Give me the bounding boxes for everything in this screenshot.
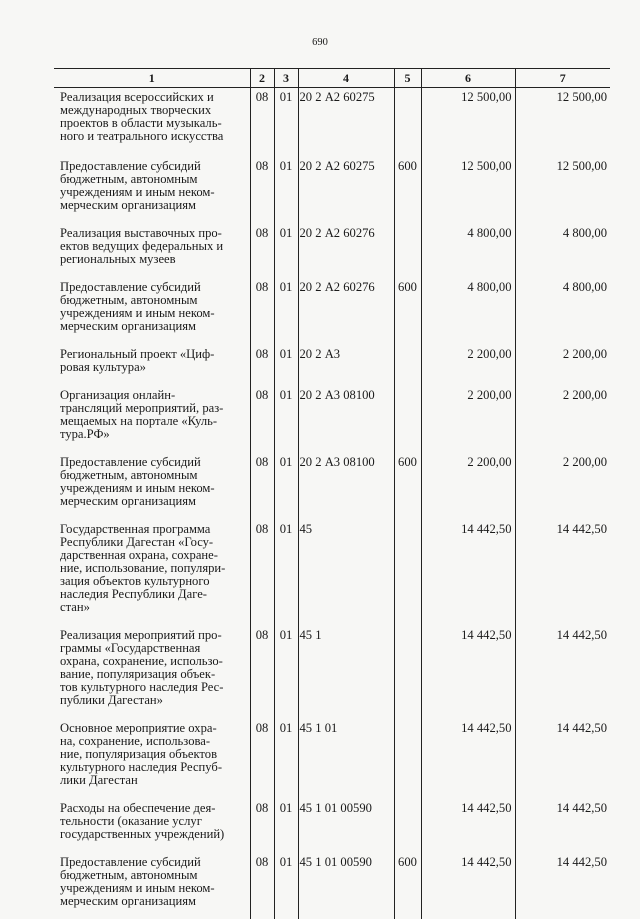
amount-year-1: 12 500,00 <box>421 88 515 158</box>
description-line: Предоставление субсидий <box>60 281 248 294</box>
table-row <box>54 88 610 158</box>
column-header-7: 7 <box>515 69 610 88</box>
section-code: 08 <box>250 157 274 224</box>
subsection-code: 01 <box>274 88 298 158</box>
subsection-code: 01 <box>274 157 298 224</box>
amount-year-2: 12 500,00 <box>515 157 610 224</box>
table-row <box>54 345 610 386</box>
target-article-code: 45 1 01 <box>298 719 394 799</box>
description-line: мерческим организациям <box>60 320 248 333</box>
section-code: 08 <box>250 853 274 908</box>
section-code: 08 <box>250 88 274 158</box>
amount-year-2: 2 200,00 <box>515 386 610 453</box>
amount-year-1: 4 800,00 <box>421 224 515 278</box>
description-line: тов культурного наследия Рес- <box>60 681 248 694</box>
subsection-code: 01 <box>274 345 298 386</box>
row-description <box>54 88 250 158</box>
section-code: 08 <box>250 626 274 719</box>
table-row <box>54 453 610 520</box>
table-row <box>54 278 610 345</box>
description-line: ровая культура» <box>60 361 248 374</box>
amount-year-2: 12 500,00 <box>515 88 610 158</box>
section-code: 08 <box>250 453 274 520</box>
expense-type-code: 600 <box>394 453 421 520</box>
target-article-code: 20 2 А2 60275 <box>298 157 394 224</box>
amount-year-1: 14 442,50 <box>421 853 515 908</box>
description-line: бюджетным, автономным <box>60 469 248 482</box>
section-code: 08 <box>250 278 274 345</box>
filler-cell <box>54 908 250 919</box>
column-header-1: 1 <box>54 69 250 88</box>
description-line: Реализация всероссийских и <box>60 91 248 104</box>
table-row <box>54 386 610 453</box>
description-line: Основное мероприятие охра- <box>60 722 248 735</box>
description-line: ного и театрального искусства <box>60 130 248 143</box>
expense-type-code: 600 <box>394 853 421 908</box>
subsection-code: 01 <box>274 224 298 278</box>
budget-table <box>54 68 610 919</box>
description-line: на, сохранение, использова- <box>60 735 248 748</box>
amount-year-2: 14 442,50 <box>515 719 610 799</box>
table-row <box>54 157 610 224</box>
amount-year-1: 2 200,00 <box>421 345 515 386</box>
description-line: мерческим организациям <box>60 199 248 212</box>
amount-year-2: 2 200,00 <box>515 345 610 386</box>
amount-year-1: 14 442,50 <box>421 799 515 853</box>
table-filler-row <box>54 908 610 919</box>
description-line: зация объектов культурного <box>60 575 248 588</box>
description-line: наследия Республики Даге- <box>60 588 248 601</box>
subsection-code: 01 <box>274 719 298 799</box>
row-description <box>54 799 250 853</box>
description-line: учреждениям и иным неком- <box>60 882 248 895</box>
amount-year-1: 14 442,50 <box>421 626 515 719</box>
description-line: Реализация мероприятий про- <box>60 629 248 642</box>
expense-type-code <box>394 224 421 278</box>
section-code: 08 <box>250 719 274 799</box>
row-description <box>54 386 250 453</box>
target-article-code: 20 2 А2 60276 <box>298 224 394 278</box>
description-line: граммы «Государственная <box>60 642 248 655</box>
subsection-code: 01 <box>274 853 298 908</box>
table-header-row <box>54 69 610 88</box>
section-code: 08 <box>250 345 274 386</box>
description-line: учреждениям и иным неком- <box>60 307 248 320</box>
subsection-code: 01 <box>274 799 298 853</box>
row-description <box>54 157 250 224</box>
target-article-code: 20 2 А3 08100 <box>298 453 394 520</box>
description-line: мерческим организациям <box>60 895 248 908</box>
section-code: 08 <box>250 224 274 278</box>
description-line: мерческим организациям <box>60 495 248 508</box>
row-description <box>54 520 250 626</box>
description-line: лики Дагестан <box>60 774 248 787</box>
description-line: Предоставление субсидий <box>60 856 248 869</box>
filler-cell <box>298 908 394 919</box>
amount-year-2: 14 442,50 <box>515 853 610 908</box>
subsection-code: 01 <box>274 386 298 453</box>
amount-year-2: 2 200,00 <box>515 453 610 520</box>
table-row <box>54 520 610 626</box>
column-header-3: 3 <box>274 69 298 88</box>
section-code: 08 <box>250 386 274 453</box>
column-header-2: 2 <box>250 69 274 88</box>
expense-type-code <box>394 520 421 626</box>
description-line: тельности (оказание услуг <box>60 815 248 828</box>
column-header-5: 5 <box>394 69 421 88</box>
expense-type-code <box>394 345 421 386</box>
section-code: 08 <box>250 520 274 626</box>
description-line: вание, популяризация объек- <box>60 668 248 681</box>
description-line: проектов в области музыкаль- <box>60 117 248 130</box>
description-line: ние, популяризация объектов <box>60 748 248 761</box>
row-description <box>54 278 250 345</box>
description-line: стан» <box>60 601 248 614</box>
subsection-code: 01 <box>274 453 298 520</box>
table-row <box>54 719 610 799</box>
description-line: бюджетным, автономным <box>60 294 248 307</box>
description-line: охрана, сохранение, использо- <box>60 655 248 668</box>
target-article-code: 45 <box>298 520 394 626</box>
description-line: дарственная охрана, сохране- <box>60 549 248 562</box>
amount-year-1: 14 442,50 <box>421 520 515 626</box>
description-line: Расходы на обеспечение дея- <box>60 802 248 815</box>
column-header-6: 6 <box>421 69 515 88</box>
description-line: Республики Дагестан «Госу- <box>60 536 248 549</box>
row-description <box>54 626 250 719</box>
amount-year-2: 14 442,50 <box>515 520 610 626</box>
row-description <box>54 224 250 278</box>
filler-cell <box>394 908 421 919</box>
description-line: международных творческих <box>60 104 248 117</box>
description-line: Организация онлайн- <box>60 389 248 402</box>
expense-type-code <box>394 719 421 799</box>
expense-type-code: 600 <box>394 278 421 345</box>
description-line: мещаемых на портале «Куль- <box>60 415 248 428</box>
amount-year-2: 14 442,50 <box>515 626 610 719</box>
row-description <box>54 853 250 908</box>
amount-year-1: 4 800,00 <box>421 278 515 345</box>
expense-type-code <box>394 799 421 853</box>
expense-type-code: 600 <box>394 157 421 224</box>
row-description <box>54 453 250 520</box>
table-row <box>54 853 610 908</box>
table-row <box>54 799 610 853</box>
description-line: государственных учреждений) <box>60 828 248 841</box>
description-line: бюджетным, автономным <box>60 173 248 186</box>
expense-type-code <box>394 626 421 719</box>
description-line: региональных музеев <box>60 253 248 266</box>
expense-type-code <box>394 386 421 453</box>
filler-cell <box>250 908 274 919</box>
column-header-4: 4 <box>298 69 394 88</box>
target-article-code: 20 2 А2 60276 <box>298 278 394 345</box>
amount-year-1: 2 200,00 <box>421 453 515 520</box>
target-article-code: 45 1 01 00590 <box>298 799 394 853</box>
amount-year-2: 14 442,50 <box>515 799 610 853</box>
table-body <box>54 88 610 919</box>
description-line: Государственная программа <box>60 523 248 536</box>
description-line: Предоставление субсидий <box>60 160 248 173</box>
description-line: Предоставление субсидий <box>60 456 248 469</box>
filler-cell <box>515 908 610 919</box>
target-article-code: 20 2 А3 08100 <box>298 386 394 453</box>
description-line: Реализация выставочных про- <box>60 227 248 240</box>
target-article-code: 20 2 А2 60275 <box>298 88 394 158</box>
amount-year-1: 14 442,50 <box>421 719 515 799</box>
expense-type-code <box>394 88 421 158</box>
description-line: бюджетным, автономным <box>60 869 248 882</box>
row-description <box>54 719 250 799</box>
filler-cell <box>421 908 515 919</box>
target-article-code: 20 2 А3 <box>298 345 394 386</box>
description-line: ние, использование, популяри- <box>60 562 248 575</box>
description-line: учреждениям и иным неком- <box>60 186 248 199</box>
description-line: тура.РФ» <box>60 428 248 441</box>
filler-cell <box>274 908 298 919</box>
description-line: учреждениям и иным неком- <box>60 482 248 495</box>
target-article-code: 45 1 <box>298 626 394 719</box>
table-row <box>54 626 610 719</box>
subsection-code: 01 <box>274 626 298 719</box>
amount-year-2: 4 800,00 <box>515 224 610 278</box>
amount-year-2: 4 800,00 <box>515 278 610 345</box>
table-row <box>54 224 610 278</box>
description-line: культурного наследия Респуб- <box>60 761 248 774</box>
amount-year-1: 2 200,00 <box>421 386 515 453</box>
page-number: 690 <box>0 37 640 48</box>
subsection-code: 01 <box>274 278 298 345</box>
description-line: публики Дагестан» <box>60 694 248 707</box>
row-description <box>54 345 250 386</box>
description-line: Региональный проект «Циф- <box>60 348 248 361</box>
description-line: ектов ведущих федеральных и <box>60 240 248 253</box>
target-article-code: 45 1 01 00590 <box>298 853 394 908</box>
section-code: 08 <box>250 799 274 853</box>
description-line: трансляций мероприятий, раз- <box>60 402 248 415</box>
amount-year-1: 12 500,00 <box>421 157 515 224</box>
subsection-code: 01 <box>274 520 298 626</box>
